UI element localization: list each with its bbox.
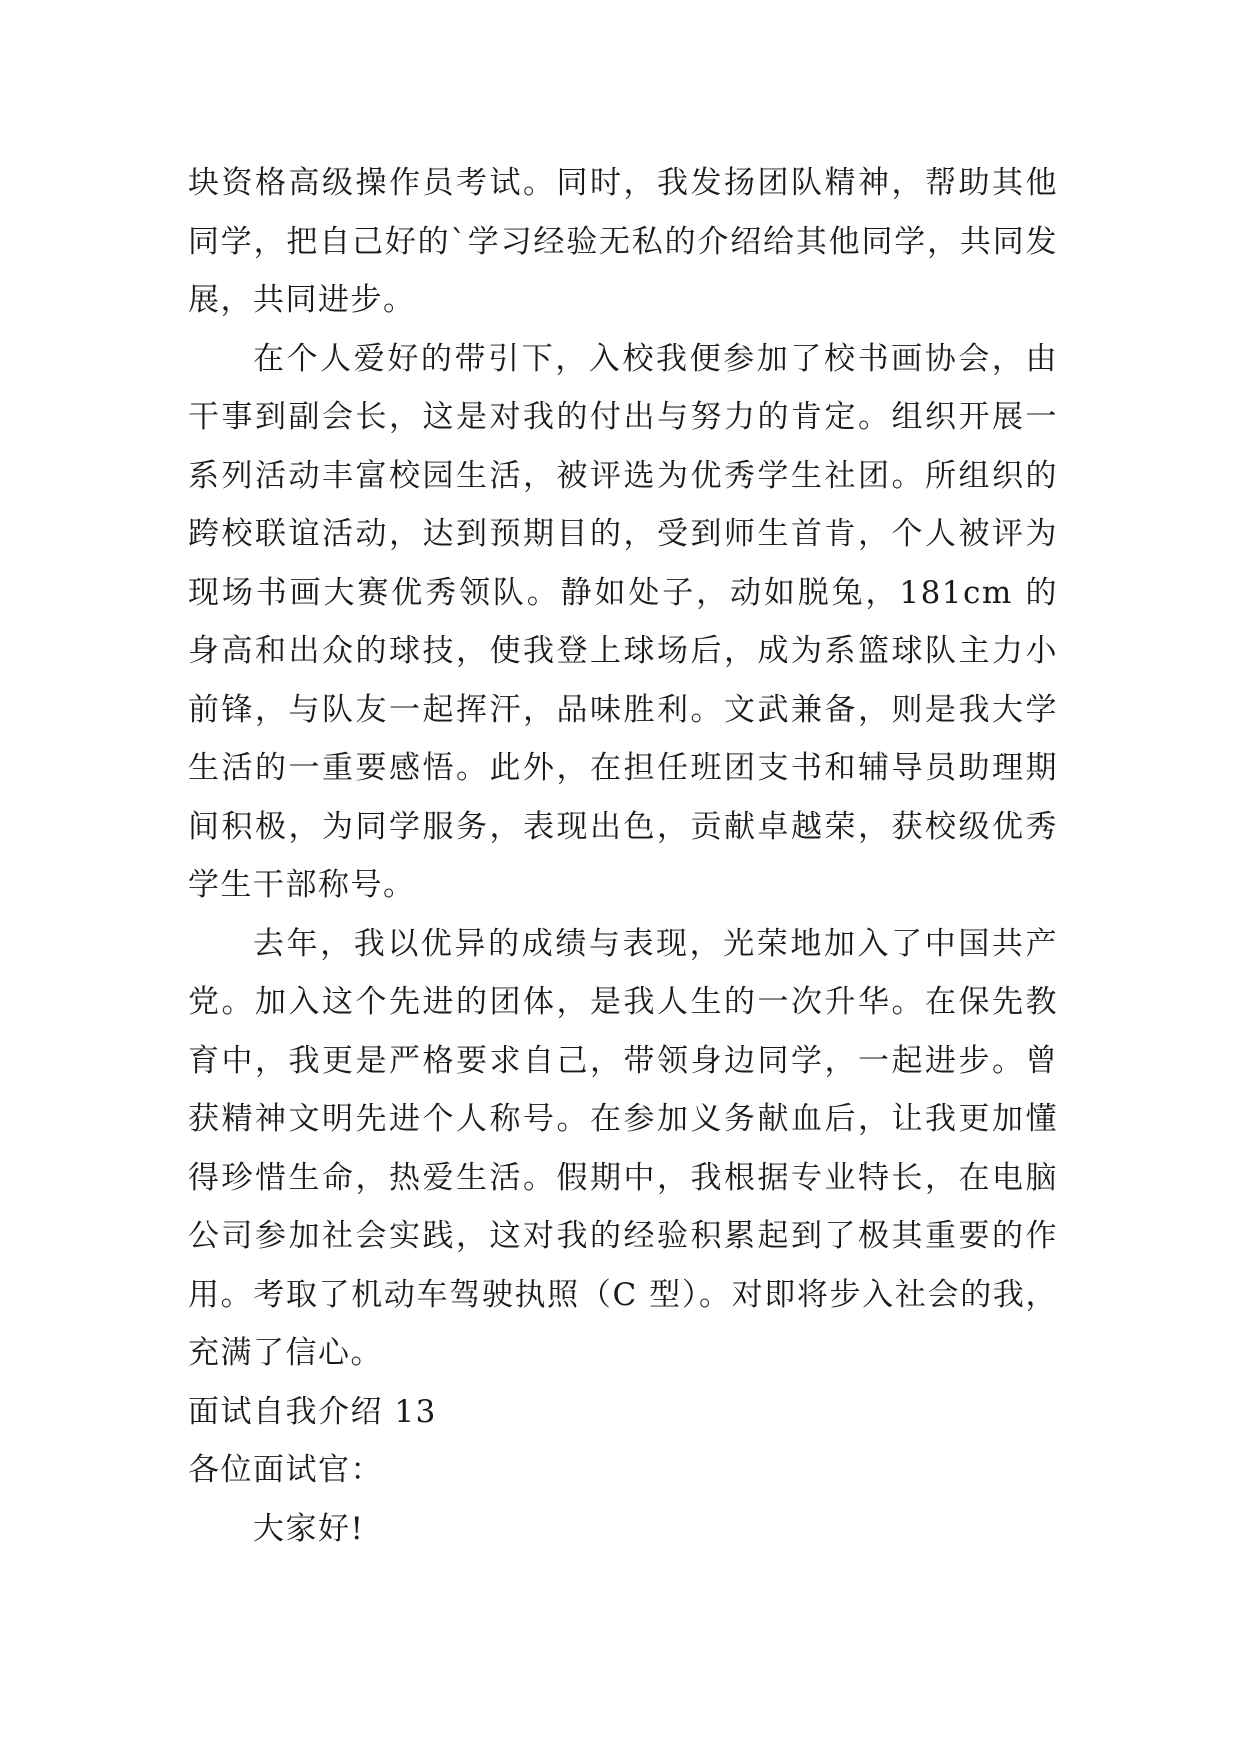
document-body (188, 154, 1058, 1558)
greeting: 大家好! (253, 1510, 365, 1547)
paragraph-3: 去年，我以优异的成绩与表现，光荣地加入了中国共产党。加入这个先进的团体，是我人生的一次升华。在保先教育中，我更是严格要求自己，带领身边同学，一起进步。曾获精神文明先进个人称号。在参加义务献血后，让我更加懂得珍惜生命，热爱生活。假期中，我根据专业特长，在电脑公司参加社会实践，这对我的经验积累起到了极其重要的作用。考取了机动车驾驶执照（C 型）。对即将步入社会的我，充满了信心。 (188, 925, 1058, 1371)
paragraph-2: 在个人爱好的带引下，入校我便参加了校书画协会，由干事到副会长，这是对我的付出与努力的肯定。组织开展一系列活动丰富校园生活，被评选为优秀学生社团。所组织的跨校联谊活动，达到预期目的，受到师生首肯，个人被评为现场书画大赛优秀领队。静如处子，动如脱兔，181cm 的身高和出众的球技，使我登上球场后，成为系篮球队主力小前锋，与队友一起挥汗，品味胜利。文武兼备，则是我大学生活的一重要感悟。此外，在担任班团支书和辅导员助理期间积极，为同学服务，表现出色，贡献卓越荣，获校级优秀学生干部称号。 (188, 340, 1058, 903)
paragraph-1: 块资格高级操作员考试。同时，我发扬团队精神，帮助其他同学，把自己好的`学习经验无私的介绍给其他同学，共同发展，共同进步。 (188, 165, 1058, 318)
salutation: 各位面试官： (188, 1452, 383, 1488)
section-title: 面试自我介绍 13 (188, 1393, 437, 1430)
